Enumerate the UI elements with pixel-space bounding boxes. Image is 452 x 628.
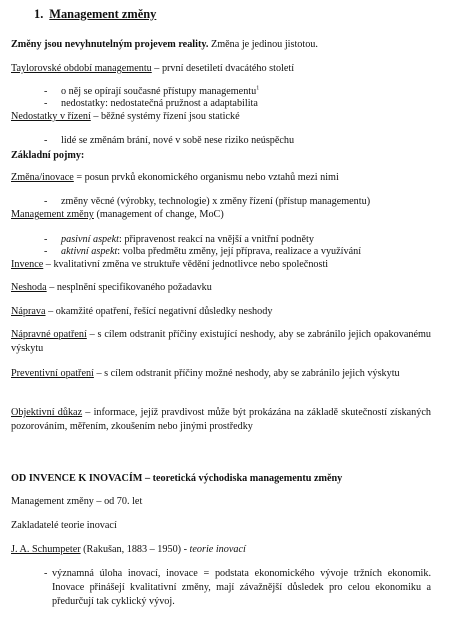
zmena-bullet-1: změny věcné (výrobky, technologie) x změny řízení (přístup managementu) [61,196,371,207]
moc-bullet-2-text: : volba předmětu změny, její příprava, realizace a využívání [117,246,362,257]
invence-rest: – kvalitativní změna ve struktuře vědění jednotlivce nebo společnosti [43,259,329,270]
schumpeter-theory: teorie inovací [189,544,246,555]
neshoda-term: Neshoda [11,282,47,293]
section2-line2: Zakladatelé teorie inovací [11,520,117,531]
section2-title: OD INVENCE K INOVACÍM – teoretická východiska managementu změny [11,473,343,484]
objektivni-term: Objektivní důkaz [11,407,83,418]
basic-terms-label: Základní pojmy: [11,150,85,161]
page-heading [34,8,156,21]
schumpeter-rest: (Rakušan, 1883 – 1950) - [80,544,190,555]
taylor-term: Taylorovské období managementu [11,63,152,74]
footnote-mark: 1 [256,85,260,92]
neshoda-line [11,281,212,294]
moc-bullet-2 [61,245,361,258]
preventivni-rest: – s cílem odstranit příčiny možné neshody, aby se zabránilo jejich výskytu [93,368,400,379]
invence-line [11,258,328,271]
zmena-term: Změna/inovace [11,172,74,183]
moc-bullet-2-label: aktivní aspekt [61,246,118,257]
intro-line [11,38,318,51]
bullet-dash: - [44,98,48,109]
bullet-dash: - [44,196,48,207]
zmena-line [11,171,339,184]
moc-bullet-1-label: pasivní aspekt [61,234,120,245]
objektivni-paragraph [11,406,431,434]
preventivni-paragraph [11,367,431,381]
moc-bullet-1-text: : připravenost reakcí na vnější a vnitřní podněty [119,234,314,245]
moc-term: Management změny [11,209,94,220]
naprava-line [11,305,272,318]
bullet-dash: - [44,568,48,579]
napravne-paragraph [11,328,431,356]
napravne-term: Nápravné opatření [11,329,87,340]
nedostatky-rest: – běžné systémy řízení jsou statické [90,111,240,122]
bullet-dash: - [44,246,48,257]
bullet-dash: - [44,135,48,146]
neshoda-rest: – nesplnění specifikovaného požadavku [46,282,212,293]
naprava-term: Náprava [11,306,46,317]
intro-bold: Změny jsou nevyhnutelným projevem reality. [11,39,209,50]
zmena-rest: = posun prvků ekonomického organismu nebo vztahů mezi nimi [73,172,339,183]
bullet-dash: - [44,86,48,97]
schumpeter-line [11,543,246,556]
schumpeter-bullet: významná úloha inovací, inovace = podstata ekonomického vývoje tržních ekonomik. Inovace přinášejí kvalitativní změny, mají závažnější důsledek pro celou ekonomiku a předurčují tak cyklický vývoj. [52,568,431,607]
intro-rest: Změna je jedinou jistotou. [208,39,318,50]
taylor-bullet-2: nedostatky: nedostatečná pružnost a adaptabilita [61,98,258,109]
bullet-dash: - [44,234,48,245]
nedostatky-bullet-1: lidé se změnám brání, nové v sobě nese riziko neúspěchu [61,135,295,146]
naprava-rest: – okamžité opatření, řešící negativní důsledky neshody [45,306,273,317]
heading-number: 1. [34,7,44,21]
invence-term: Invence [11,259,44,270]
napravne-rest: – s cílem odstranit příčiny existující neshody, aby se zabránilo jejich opakovanému výskytu [11,329,431,354]
preventivni-term: Preventivní opatření [11,368,94,379]
moc-line [11,208,224,221]
taylor-rest: – první desetiletí dvacátého století [151,63,295,74]
nedostatky-line [11,110,240,123]
section2-line1: Management změny – od 70. let [11,496,143,507]
moc-rest: (management of change, MoC) [93,209,224,220]
nedostatky-term: Nedostatky v řízení [11,111,91,122]
objektivni-rest: – informace, jejíž pravdivost může být prokázána na základě skutečností získaných pozorováním, měřením, zkoušením nebo jinými prostředky [11,407,431,432]
heading-title: Management změny [49,7,157,21]
taylor-bullet-1-text: o něj se opírají současné přístupy managementu [61,86,257,97]
taylor-line [11,62,294,75]
schumpeter-name: J. A. Schumpeter [11,544,81,555]
